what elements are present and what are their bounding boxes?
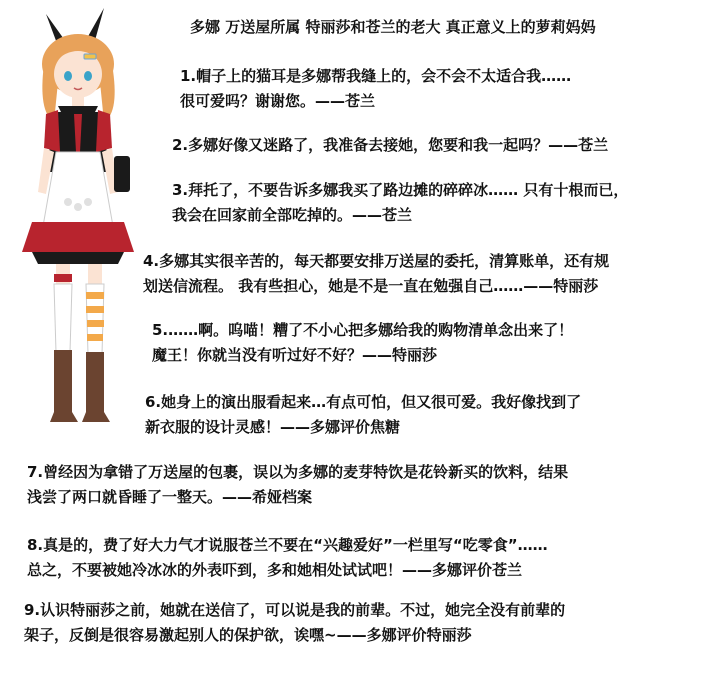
quote-line: 总之，不要被她冷冰冰的外表吓到，多和她相处试试吧！——多娜评价苍兰	[27, 561, 523, 579]
quote-line: 我会在回家前全部吃掉的。——苍兰	[172, 206, 413, 224]
quote-5	[152, 318, 573, 368]
page-title: 多娜 万送屋所属 特丽莎和苍兰的老大 真正意义上的萝莉妈妈	[190, 18, 596, 36]
quote-1	[180, 64, 571, 114]
quote-line: 架子，反倒是很容易激起别人的保护欲，诶嘿~——多娜评价特丽莎	[24, 626, 472, 644]
quote-line: 5.……啊。呜喵！糟了不小心把多娜给我的购物清单念出来了！	[152, 321, 574, 339]
quote-9	[24, 598, 565, 648]
quote-line: 8.真是的，费了好大力气才说服苍兰不要在“兴趣爱好”一栏里写“吃零食”……	[27, 536, 548, 554]
quote-line: 划送信流程。 我有些担心，她是不是一直在勉强自己……——特丽莎	[143, 277, 599, 295]
quote-2	[172, 133, 608, 158]
quote-6	[145, 390, 581, 440]
quote-line: 魔王！你就当没有听过好不好？——特丽莎	[152, 346, 438, 364]
quote-line: 1.帽子上的猫耳是多娜帮我缝上的，会不会不太适合我……	[180, 67, 572, 85]
quote-8	[27, 533, 548, 583]
character-illustration	[18, 2, 158, 432]
quote-line: 很可爱吗？谢谢您。——苍兰	[180, 92, 376, 110]
quote-line: 2.多娜好像又迷路了，我准备去接她，您要和我一起吗？——苍兰	[172, 136, 609, 154]
quote-line: 浅尝了两口就昏睡了一整天。——希娅档案	[27, 488, 313, 506]
quote-line: 4.多娜其实很辛苦的，每天都要安排万送屋的委托，清算账单，还有规	[143, 252, 610, 270]
quote-7	[27, 460, 568, 510]
quote-line: 6.她身上的演出服看起来…有点可怕，但又很可爱。我好像找到了	[145, 393, 582, 411]
quote-line: 3.拜托了，不要告诉多娜我买了路边摊的碎碎冰…… 只有十根而已，	[172, 181, 629, 199]
quote-3	[172, 178, 628, 228]
quote-line: 9.认识特丽莎之前，她就在送信了，可以说是我的前辈。不过，她完全没有前辈的	[24, 601, 566, 619]
quote-line: 新衣服的设计灵感！——多娜评价焦糖	[145, 418, 401, 436]
quote-line: 7.曾经因为拿错了万送屋的包裹，误以为多娜的麦芽特饮是花铃新买的饮料，结果	[27, 463, 569, 481]
quote-4	[143, 249, 609, 299]
